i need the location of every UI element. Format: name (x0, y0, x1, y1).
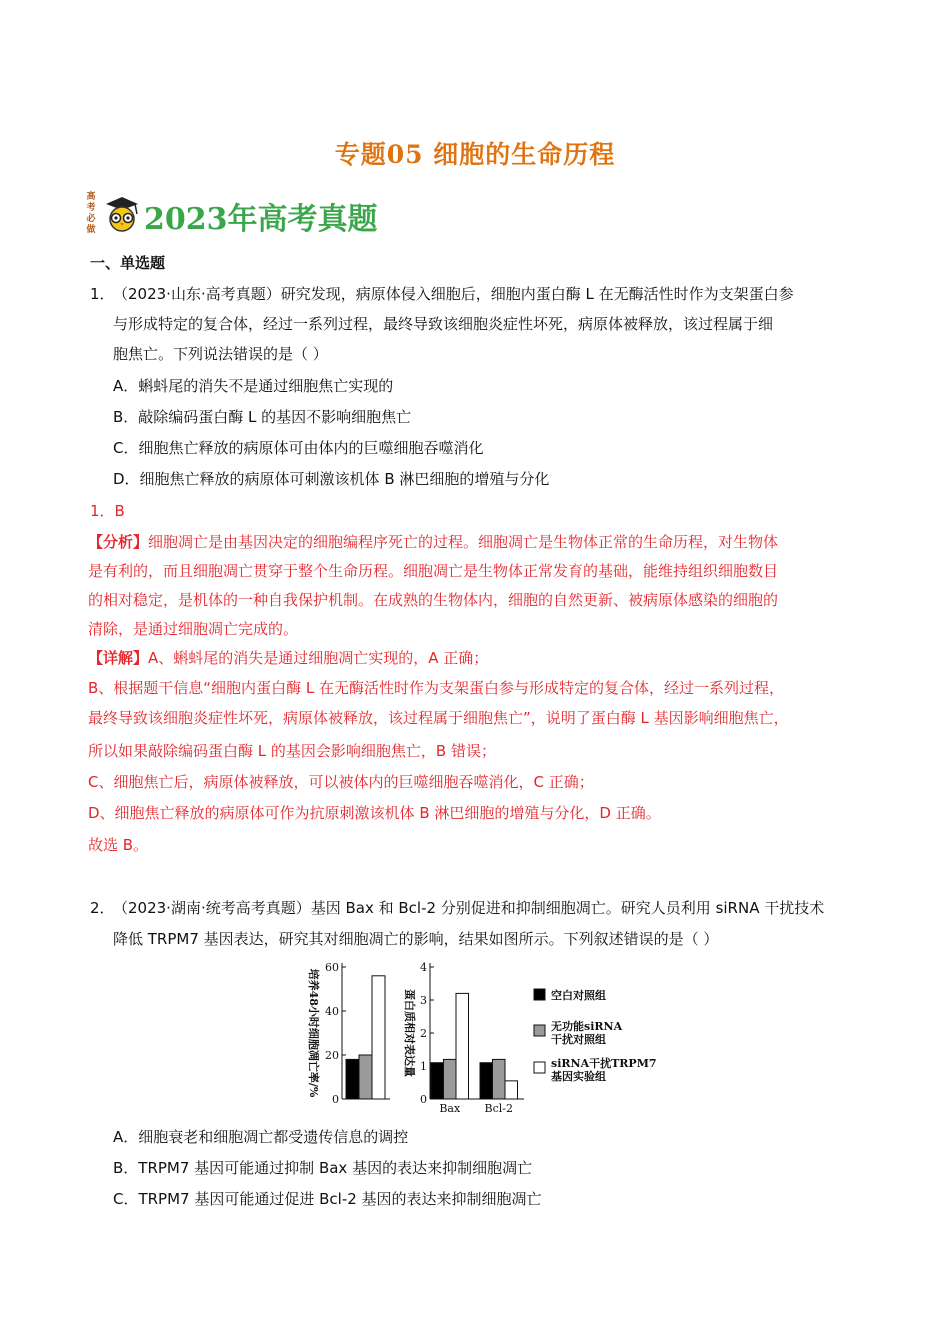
banner-title: 2023年高考真题 (144, 202, 378, 237)
detail-text: A、蝌蚪尾的消失是通过细胞凋亡实现的，A 正确； (148, 649, 489, 667)
y-tick-label: 1 (420, 1060, 427, 1073)
q1-detail-line: D、细胞焦亡释放的病原体可作为抗原刺激该机体 B 淋巴细胞的增殖与分化，D 正确。 (88, 804, 661, 822)
banner-side-label: 高考必做 (86, 192, 96, 235)
legend-label: 基因实验组 (551, 1070, 606, 1083)
q1-detail-line (88, 648, 488, 668)
legend-label: 空白对照组 (551, 989, 606, 1002)
q2-stem-line: （2023·湖南·统考高考真题）基因 Bax 和 Bcl-2 分别促进和抑制细胞凋亡。研究人员利用 siRNA 干扰技术 (113, 899, 825, 917)
legend-swatch (534, 1062, 545, 1073)
legend-label: 无功能siRNA (551, 1020, 623, 1033)
q1-number: 1． (90, 285, 115, 303)
bar (359, 1055, 372, 1099)
q1-option-d: D．细胞焦亡释放的病原体可刺激该机体 B 淋巴细胞的增殖与分化 (113, 470, 550, 488)
y-tick-label: 20 (325, 1049, 339, 1062)
bar (444, 1059, 457, 1099)
bar (456, 993, 469, 1099)
protein-expression-chart (403, 961, 524, 1115)
q2-option-a: A．细胞衰老和细胞凋亡都受遗传信息的调控 (113, 1128, 409, 1146)
bar (346, 1059, 359, 1099)
q1-analysis-line: 的相对稳定，是机体的一种自我保护机制。在成熟的生物体内，细胞的自然更新、被病原体感染的细胞的 (88, 591, 779, 609)
q1-analysis-line (88, 532, 778, 552)
y-tick-label: 40 (325, 1005, 339, 1018)
apoptosis-rate-chart (307, 961, 390, 1106)
bar (480, 1063, 493, 1099)
x-tick-label: Bax (439, 1102, 461, 1115)
y-tick-label: 0 (332, 1093, 339, 1106)
y-axis-label: 蛋白质相对表达量 (403, 989, 416, 1077)
q2-stem-line: 降低 TRPM7 基因表达，研究其对细胞凋亡的影响，结果如图所示。下列叙述错误的是（ ） (113, 930, 719, 948)
q1-detail-line: 所以如果敲除编码蛋白酶 L 的基因会影响细胞焦亡，B 错误； (88, 742, 496, 760)
q2-number: 2． (90, 899, 115, 917)
q1-option-c: C．细胞焦亡释放的病原体可由体内的巨噬细胞吞噬消化 (113, 439, 484, 457)
legend-label: 干扰对照组 (551, 1033, 606, 1046)
q2-option-b: B．TRPM7 基因可能通过抑制 Bax 基因的表达来抑制细胞凋亡 (113, 1159, 533, 1177)
detail-tag: 【详解】 (88, 649, 149, 667)
q1-stem-line: 与形成特定的复合体，经过一系列过程，最终导致该细胞炎症性坏死，病原体被释放，该过程属于细 (113, 315, 774, 333)
owl-icon (102, 192, 142, 232)
bar (431, 1063, 444, 1099)
y-tick-label: 60 (325, 961, 339, 974)
q2-option-c: C．TRPM7 基因可能通过促进 Bcl-2 基因的表达来抑制细胞凋亡 (113, 1190, 542, 1208)
y-tick-label: 3 (420, 994, 427, 1007)
y-tick-label: 2 (420, 1027, 427, 1040)
q1-stem-line: （2023·山东·高考真题）研究发现，病原体侵入细胞后，细胞内蛋白酶 L 在无酶活性时作为支架蛋白参 (113, 285, 794, 303)
bar (372, 976, 385, 1099)
q1-analysis-line: 是有利的，而且细胞凋亡贯穿于整个生命历程。细胞凋亡是生物体正常发育的基础，能维持组织细胞数目 (88, 562, 779, 580)
q1-stem-line: 胞焦亡。下列说法错误的是（ ） (113, 345, 328, 363)
analysis-tag: 【分析】 (88, 533, 149, 551)
q1-analysis-line: 清除，是通过细胞凋亡完成的。 (88, 620, 299, 638)
analysis-text: 细胞凋亡是由基因决定的细胞编程序死亡的过程。细胞凋亡是生物体正常的生命历程，对生物体 (148, 533, 779, 551)
page-title: 专题05 细胞的生命历程 (334, 140, 616, 169)
q1-answer: 1．B (90, 502, 125, 520)
y-axis-label: 培养48小时细胞凋亡率/% (307, 968, 320, 1098)
q1-detail-line: 故选 B。 (88, 836, 149, 854)
bar (493, 1059, 506, 1099)
q1-detail-line: C、细胞焦亡后，病原体被释放，可以被体内的巨噬细胞吞噬消化，C 正确； (88, 773, 594, 791)
legend-swatch (534, 989, 545, 1000)
bar (505, 1081, 518, 1099)
x-tick-label: Bcl-2 (484, 1102, 513, 1115)
q1-option-b: B．敲除编码蛋白酶 L 的基因不影响细胞焦亡 (113, 408, 412, 426)
y-tick-label: 0 (420, 1093, 427, 1106)
q1-option-a: A．蝌蚪尾的消失不是通过细胞焦亡实现的 (113, 377, 394, 395)
legend-label: siRNA干扰TRPM7 (551, 1057, 657, 1070)
q1-detail-line: 最终导致该细胞炎症性坏死，病原体被释放，该过程属于细胞焦亡”，说明了蛋白酶 L 基因影响细胞焦亡， (88, 709, 789, 727)
q1-detail-line: B、根据题干信息“细胞内蛋白酶 L 在无酶活性时作为支架蛋白参与形成特定的复合体，经过一系列过程， (88, 679, 784, 697)
chart-legend (534, 988, 657, 1083)
legend-swatch (534, 1025, 545, 1036)
q2-figure (280, 955, 680, 1120)
y-tick-label: 4 (420, 961, 427, 974)
section-heading: 一、单选题 (90, 254, 166, 272)
